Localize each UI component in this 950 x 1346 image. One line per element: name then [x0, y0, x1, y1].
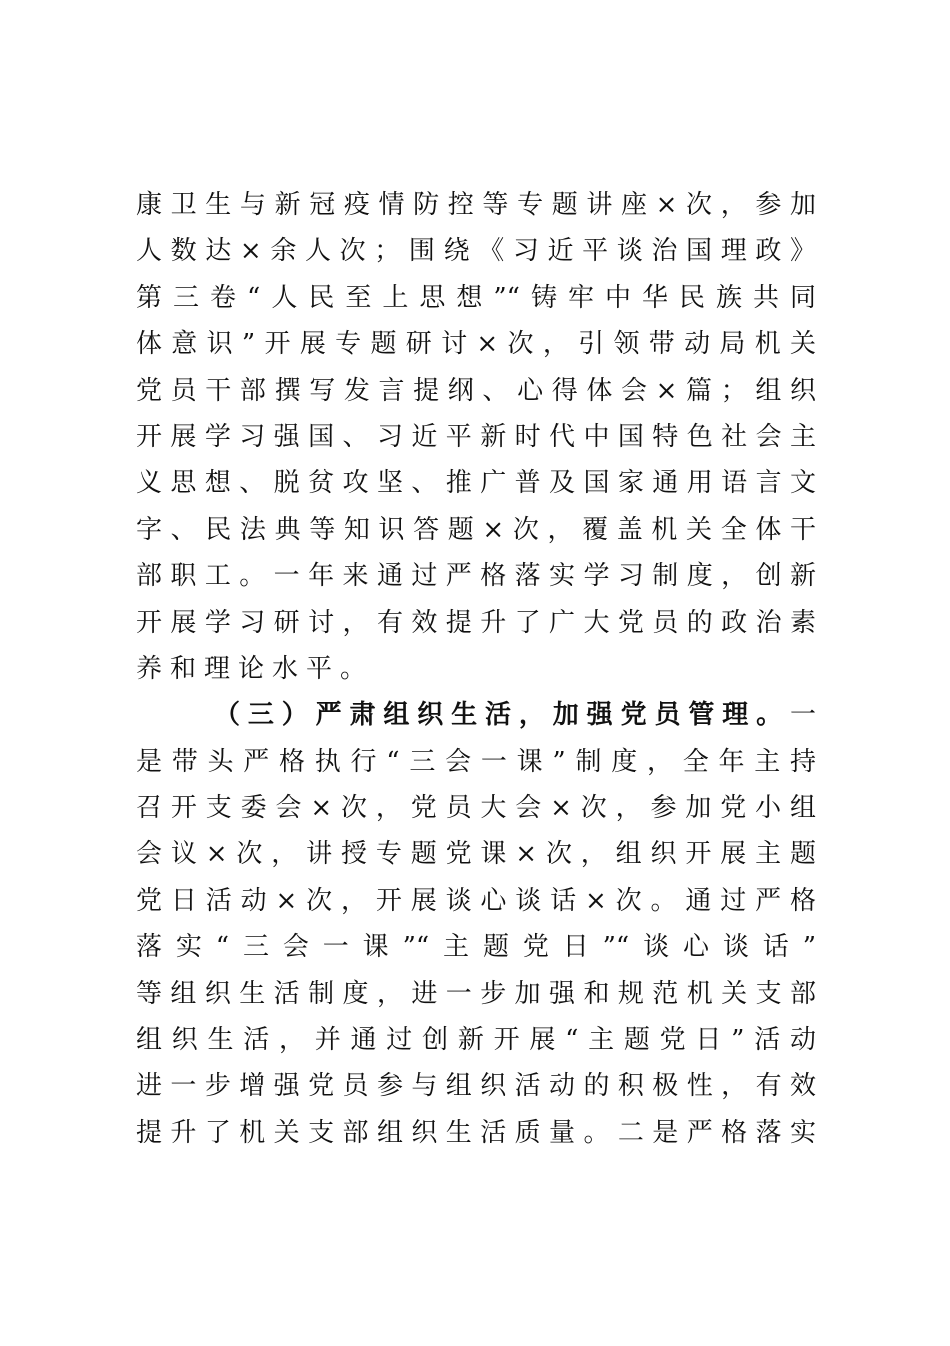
document-body	[136, 182, 816, 1156]
text-line: 第三卷“人民至上思想”“铸牢中华民族共同	[136, 282, 816, 313]
text-line: 是带头严格执行“三会一课”制度，全年主持	[136, 746, 816, 777]
text-line: 组织生活，并通过创新开展“主题党日”活动	[136, 1025, 816, 1056]
section-heading: （三）严肃组织生活，加强党员管理。	[214, 700, 790, 731]
text-line: 党员干部撰写发言提纲、心得体会×篇；组织	[136, 375, 816, 406]
text-line: 字、民法典等知识答题×次，覆盖机关全体干	[136, 514, 816, 545]
text-line: 开展学习研讨，有效提升了广大党员的政治素	[136, 607, 816, 638]
text-line: 进一步增强党员参与组织活动的积极性，有效	[136, 1071, 816, 1102]
text-line: 提升了机关支部组织生活质量。二是严格落实	[136, 1117, 816, 1148]
text-line: 人数达×余人次；围绕《习近平谈治国理政》	[136, 236, 816, 267]
text-line: 会议×次，讲授专题党课×次，组织开展主题	[136, 839, 816, 870]
text-line: 养和理论水平。	[136, 653, 375, 684]
text-line: 召开支委会×次，党员大会×次，参加党小组	[136, 793, 816, 824]
text-line: 开展学习强国、习近平新时代中国特色社会主	[136, 421, 816, 452]
text-line: 落实“三会一课”“主题党日”“谈心谈话”	[136, 932, 816, 963]
text-line: 体意识”开展专题研讨×次，引领带动局机关	[136, 329, 816, 360]
text-line: 党日活动×次，开展谈心谈话×次。通过严格	[136, 885, 816, 916]
heading-line-rest: 一	[789, 700, 816, 731]
section-heading-line	[136, 692, 816, 738]
text-line: 等组织生活制度，进一步加强和规范机关支部	[136, 978, 816, 1009]
text-line: 康卫生与新冠疫情防控等专题讲座×次，参加	[136, 190, 816, 220]
text-line: 部职工。一年来通过严格落实学习制度，创新	[136, 561, 816, 592]
text-line: 义思想、脱贫攻坚、推广普及国家通用语言文	[136, 468, 816, 499]
